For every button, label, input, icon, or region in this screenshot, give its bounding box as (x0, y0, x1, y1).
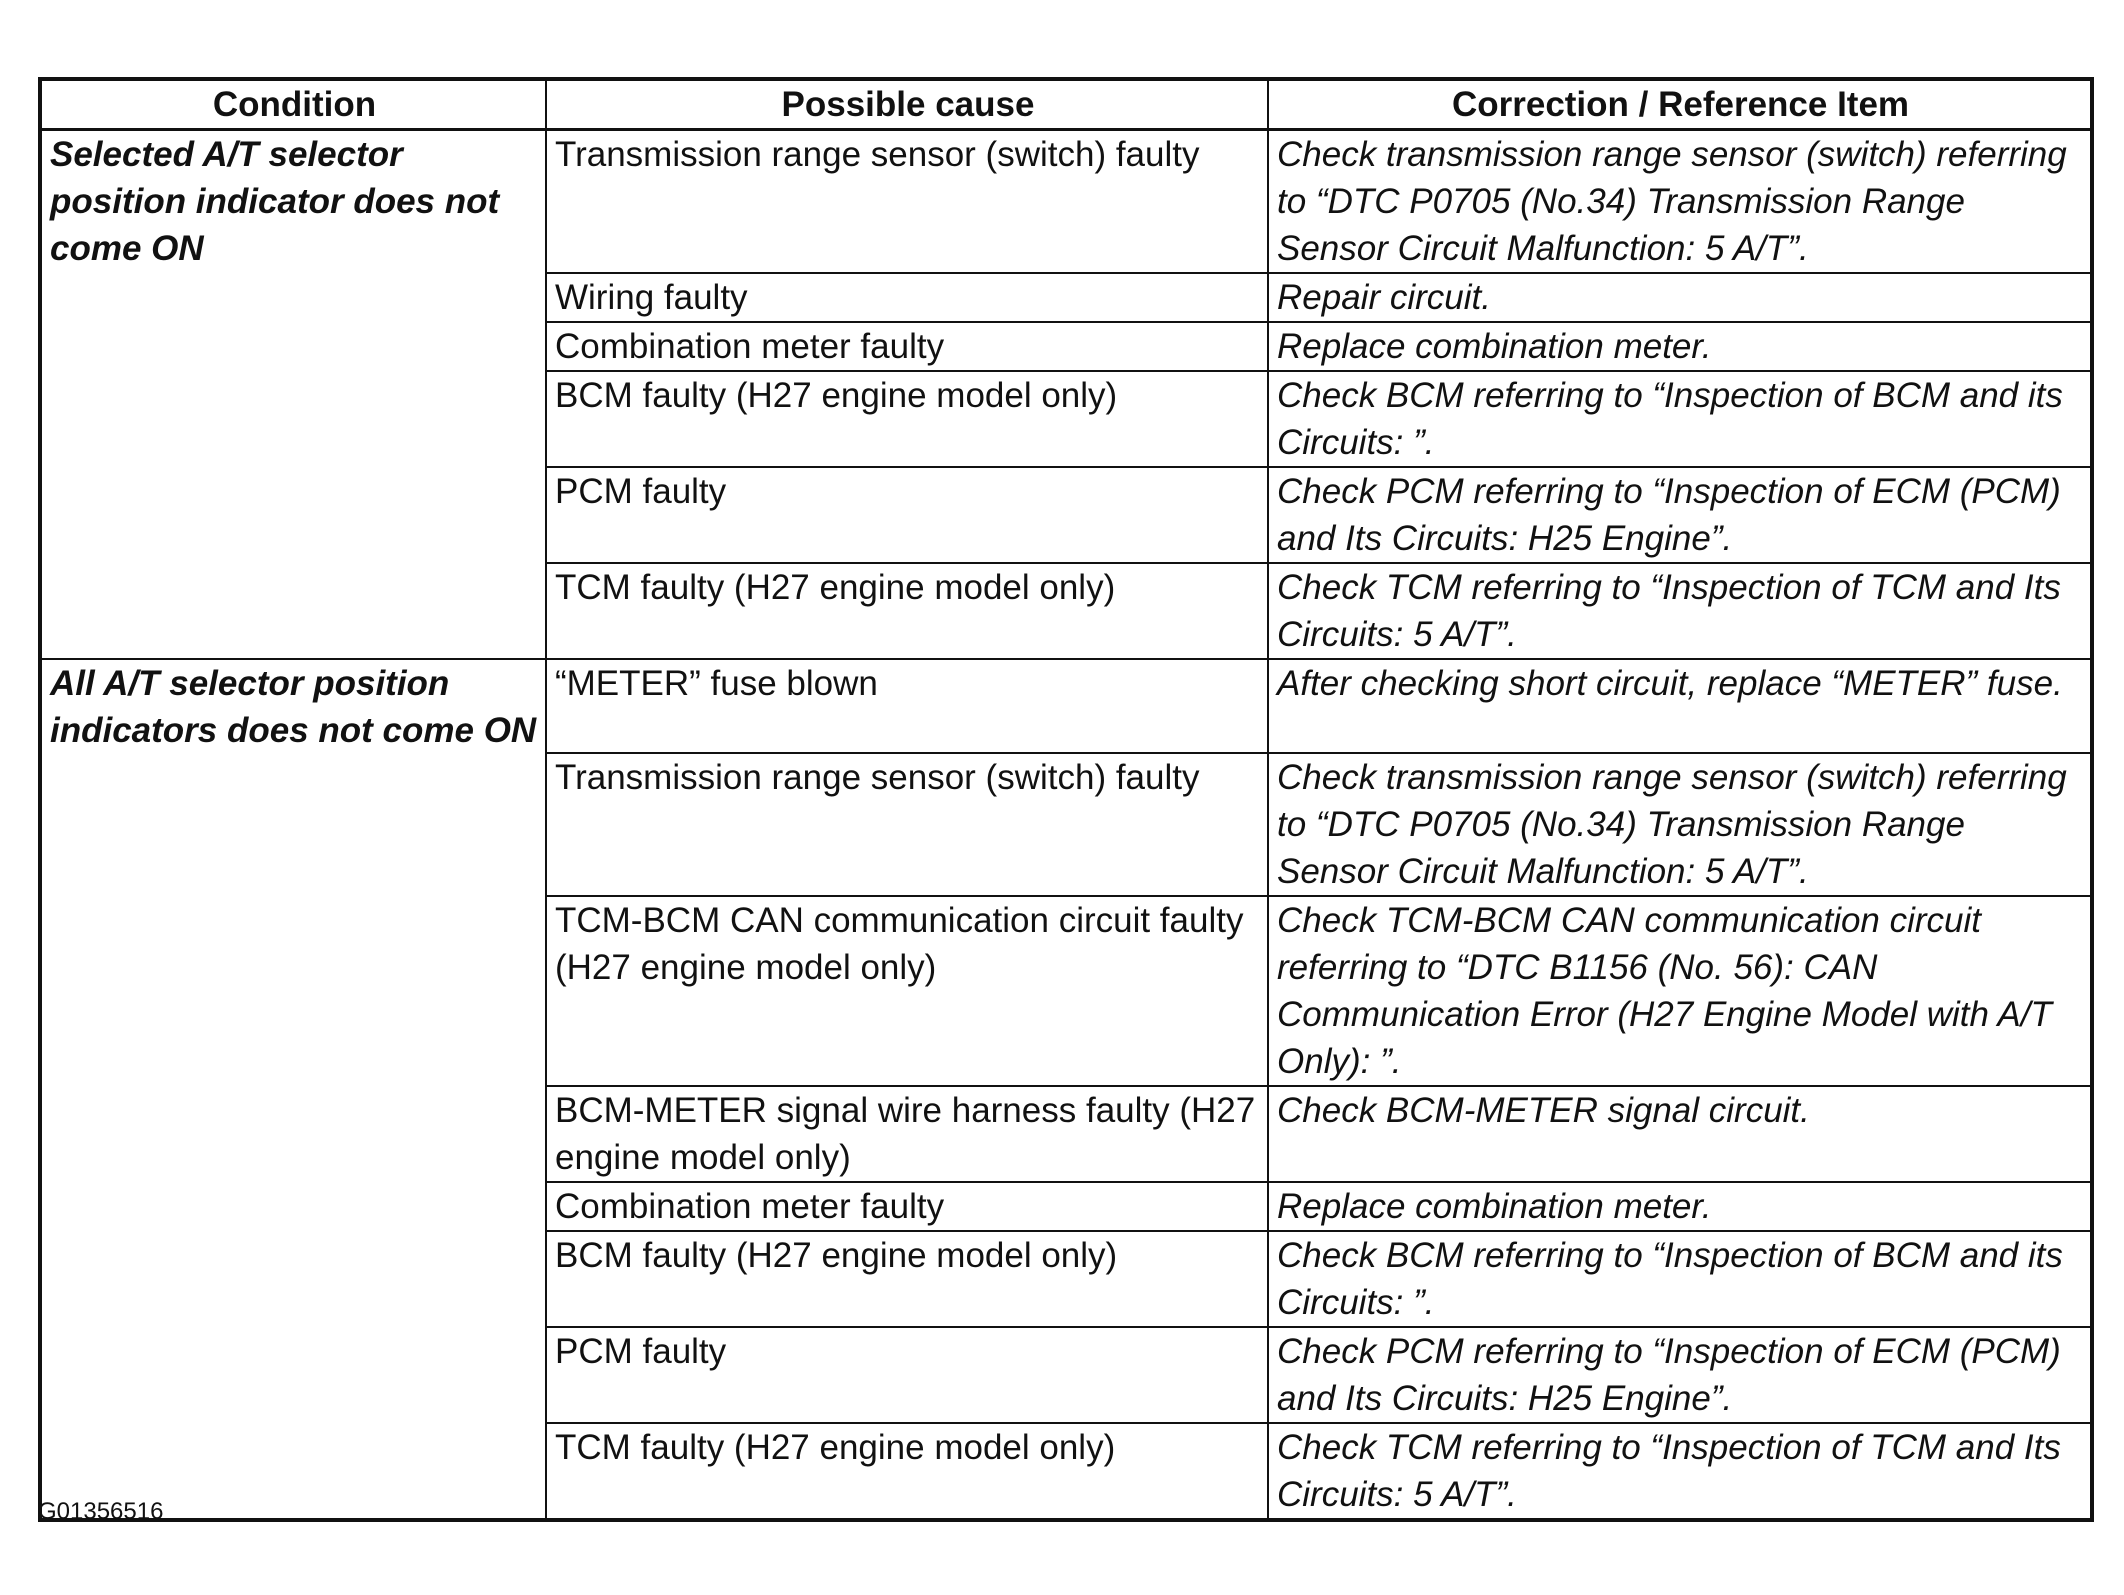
cause-cell: Transmission range sensor (switch) faulty (546, 130, 1268, 274)
figure-id: G01356516 (38, 1498, 164, 1525)
correction-cell: Check TCM-BCM CAN communication circuit referring to “DTC B1156 (No. 56): CAN Communication Error (H27 Engine Model with A/T Only): ”. (1268, 896, 2092, 1086)
cause-cell: PCM faulty (546, 467, 1268, 563)
condition-cell: All A/T selector position indicators does not come ON (40, 659, 546, 1520)
cause-cell: Combination meter faulty (546, 322, 1268, 371)
condition-cell: Selected A/T selector position indicator does not come ON (40, 130, 546, 660)
correction-cell: Repair circuit. (1268, 273, 2092, 322)
header-condition: Condition (40, 79, 546, 130)
correction-cell: Replace combination meter. (1268, 322, 2092, 371)
cause-cell: PCM faulty (546, 1327, 1268, 1423)
table-row (40, 659, 2092, 753)
document (38, 77, 2090, 1522)
cause-cell: Wiring faulty (546, 273, 1268, 322)
cause-cell: “METER” fuse blown (546, 659, 1268, 753)
correction-cell: Check BCM referring to “Inspection of BCM and its Circuits: ”. (1268, 1231, 2092, 1327)
cause-cell: TCM-BCM CAN communication circuit faulty (H27 engine model only) (546, 896, 1268, 1086)
header-row (40, 79, 2092, 130)
correction-cell: Check PCM referring to “Inspection of ECM (PCM) and Its Circuits: H25 Engine”. (1268, 1327, 2092, 1423)
correction-cell: Check TCM referring to “Inspection of TCM and Its Circuits: 5 A/T”. (1268, 1423, 2092, 1520)
correction-cell: Check transmission range sensor (switch) referring to “DTC P0705 (No.34) Transmission Range Sensor Circuit Malfunction: 5 A/T”. (1268, 753, 2092, 896)
header-correction: Correction / Reference Item (1268, 79, 2092, 130)
header-possible-cause: Possible cause (546, 79, 1268, 130)
correction-cell: Check PCM referring to “Inspection of ECM (PCM) and Its Circuits: H25 Engine”. (1268, 467, 2092, 563)
troubleshooting-table (38, 77, 2094, 1522)
cause-cell: Combination meter faulty (546, 1182, 1268, 1231)
cause-cell: Transmission range sensor (switch) faulty (546, 753, 1268, 896)
correction-cell: Check BCM-METER signal circuit. (1268, 1086, 2092, 1182)
cause-cell: BCM-METER signal wire harness faulty (H27 engine model only) (546, 1086, 1268, 1182)
correction-cell: Check transmission range sensor (switch) referring to “DTC P0705 (No.34) Transmission Range Sensor Circuit Malfunction: 5 A/T”. (1268, 130, 2092, 274)
correction-cell: Check BCM referring to “Inspection of BCM and its Circuits: ”. (1268, 371, 2092, 467)
table-row (40, 130, 2092, 274)
correction-cell: After checking short circuit, replace “METER” fuse. (1268, 659, 2092, 753)
correction-cell: Replace combination meter. (1268, 1182, 2092, 1231)
cause-cell: BCM faulty (H27 engine model only) (546, 371, 1268, 467)
cause-cell: BCM faulty (H27 engine model only) (546, 1231, 1268, 1327)
cause-cell: TCM faulty (H27 engine model only) (546, 563, 1268, 659)
correction-cell: Check TCM referring to “Inspection of TCM and Its Circuits: 5 A/T”. (1268, 563, 2092, 659)
cause-cell: TCM faulty (H27 engine model only) (546, 1423, 1268, 1520)
